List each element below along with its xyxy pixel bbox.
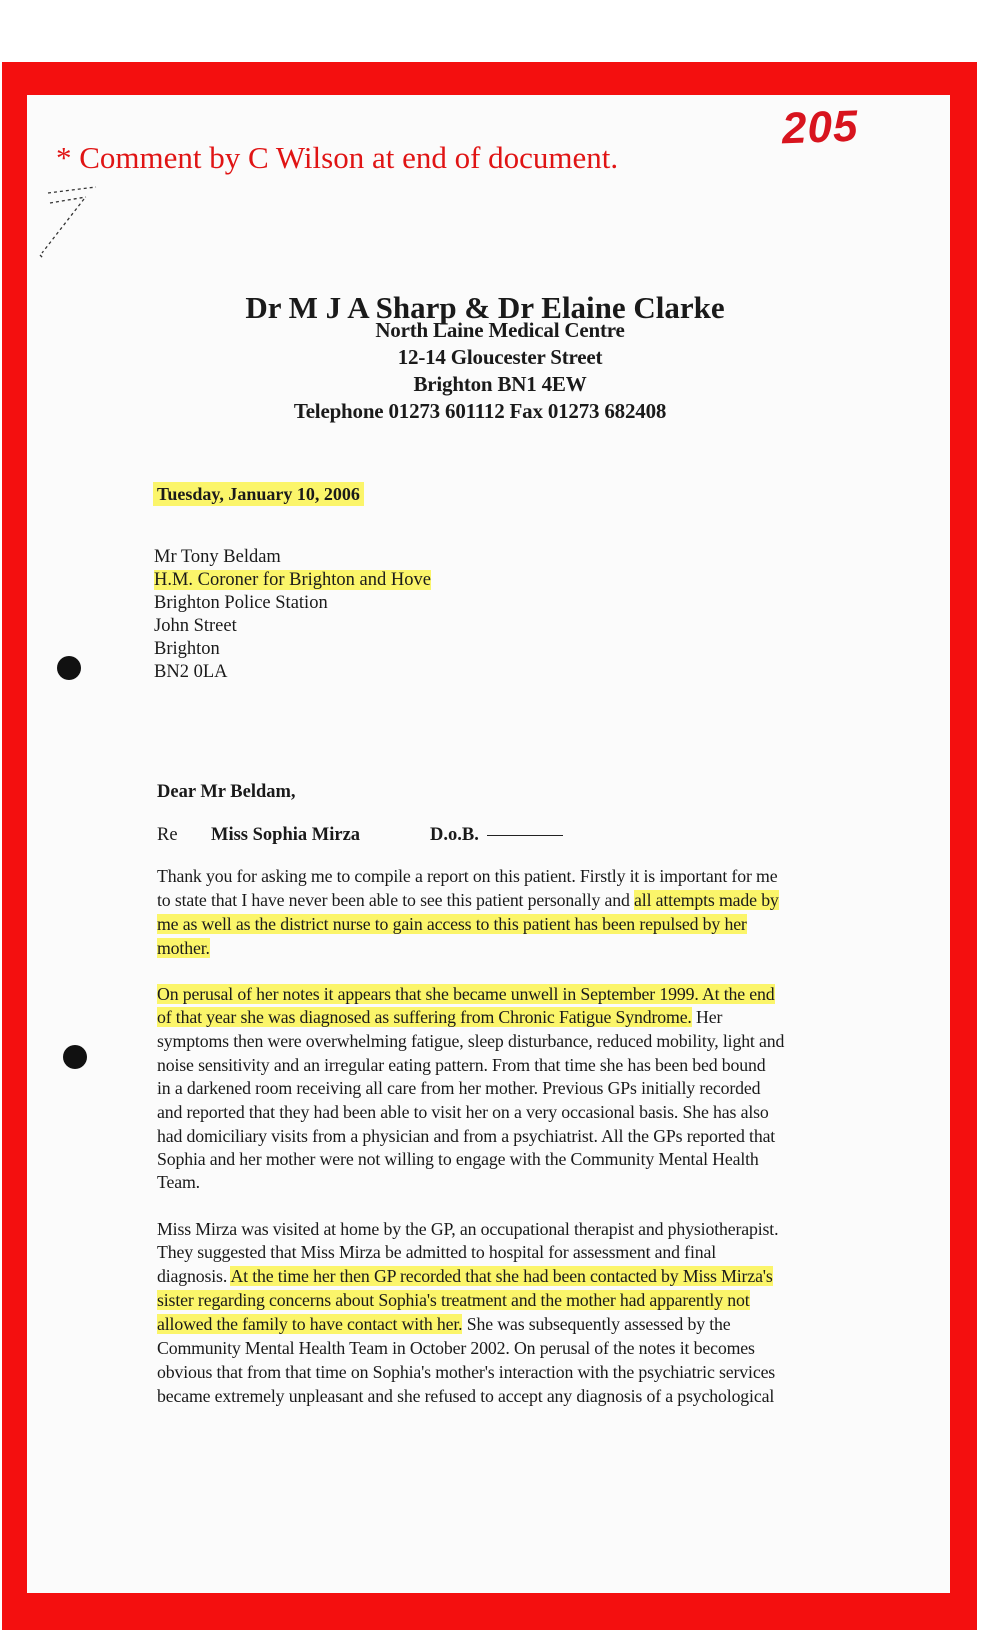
letter-date: Tuesday, January 10, 2006 bbox=[153, 484, 364, 505]
comment-note: * Comment by C Wilson at end of document. bbox=[56, 140, 619, 175]
para1-line: to state that I have never been able to see this patient personally and all attempts made by bbox=[157, 890, 779, 910]
para2-line: and reported that they had been able to visit her on a very occasional basis. She has also bbox=[157, 1102, 769, 1122]
para3-line: Miss Mirza was visited at home by the GP, an occupational therapist and physiotherapist. bbox=[157, 1219, 779, 1239]
letterhead-practice: North Laine Medical Centre bbox=[375, 318, 625, 342]
para2-line: Sophia and her mother were not willing to engage with the Community Mental Health bbox=[157, 1149, 759, 1169]
para2-line: noise sensitivity and an irregular eating pattern. From that time she has been bed bound bbox=[157, 1055, 766, 1075]
para2-line: Team. bbox=[157, 1172, 200, 1192]
para3-line: became extremely unpleasant and she refused to accept any diagnosis of a psychological bbox=[157, 1386, 775, 1406]
punch-hole bbox=[57, 656, 81, 680]
re-patient: Miss Sophia Mirza bbox=[211, 825, 361, 845]
para2-line: On perusal of her notes it appears that she became unwell in September 1999. At the end bbox=[157, 984, 775, 1004]
re-line bbox=[157, 825, 563, 846]
re-label: Re bbox=[157, 825, 178, 845]
dob-blank-line bbox=[487, 835, 563, 836]
letterhead-contact: Telephone 01273 601112 Fax 01273 682408 bbox=[293, 399, 667, 423]
recipient-address-line1: Brighton Police Station bbox=[154, 593, 328, 613]
para3-line: obvious that from that time on Sophia's mother's interaction with the psychiatric services bbox=[157, 1362, 776, 1382]
para3-line: sister regarding concerns about Sophia's treatment and the mother had apparently not bbox=[157, 1290, 750, 1310]
para1-line: Thank you for asking me to compile a report on this patient. Firstly it is important for me bbox=[157, 866, 778, 886]
para3-line: allowed the family to have contact with her. She was subsequently assessed by the bbox=[157, 1314, 731, 1334]
re-dob-label: D.o.B. bbox=[430, 825, 479, 845]
para2-line: had domiciliary visits from a physician and from a psychiatrist. All the GPs reported that bbox=[157, 1126, 776, 1146]
letterhead-doctors: Dr M J A Sharp & Dr Elaine Clarke bbox=[245, 290, 725, 325]
para2-line: symptoms then were overwhelming fatigue, sleep disturbance, reduced mobility, light and bbox=[157, 1031, 785, 1051]
recipient-address-line2: John Street bbox=[154, 616, 237, 636]
para1-line: me as well as the district nurse to gain access to this patient has been repulsed by her bbox=[157, 914, 747, 934]
page-number: 205 bbox=[781, 101, 860, 154]
recipient-title: H.M. Coroner for Brighton and Hove bbox=[154, 570, 431, 590]
recipient-address-line3: Brighton bbox=[154, 639, 220, 659]
letterhead-street: 12-14 Gloucester Street bbox=[397, 345, 603, 369]
para2-line: in a darkened room receiving all care from her mother. Previous GPs initially recorded bbox=[157, 1078, 761, 1098]
recipient-name: Mr Tony Beldam bbox=[154, 547, 281, 567]
salutation: Dear Mr Beldam, bbox=[157, 782, 296, 802]
para3-line: diagnosis. At the time her then GP recorded that she had been contacted by Miss Mirza's bbox=[157, 1266, 773, 1286]
para1-line: mother. bbox=[157, 938, 210, 958]
letterhead-town: Brighton BN1 4EW bbox=[413, 372, 587, 396]
para3-line: They suggested that Miss Mirza be admitted to hospital for assessment and final bbox=[157, 1242, 717, 1262]
pen-mark-scribble bbox=[36, 185, 106, 265]
recipient-postcode: BN2 0LA bbox=[154, 662, 228, 682]
punch-hole bbox=[63, 1045, 87, 1069]
para2-line: of that year she was diagnosed as suffering from Chronic Fatigue Syndrome. Her bbox=[157, 1007, 723, 1027]
para3-line: Community Mental Health Team in October 2002. On perusal of the notes it becomes bbox=[157, 1338, 755, 1358]
